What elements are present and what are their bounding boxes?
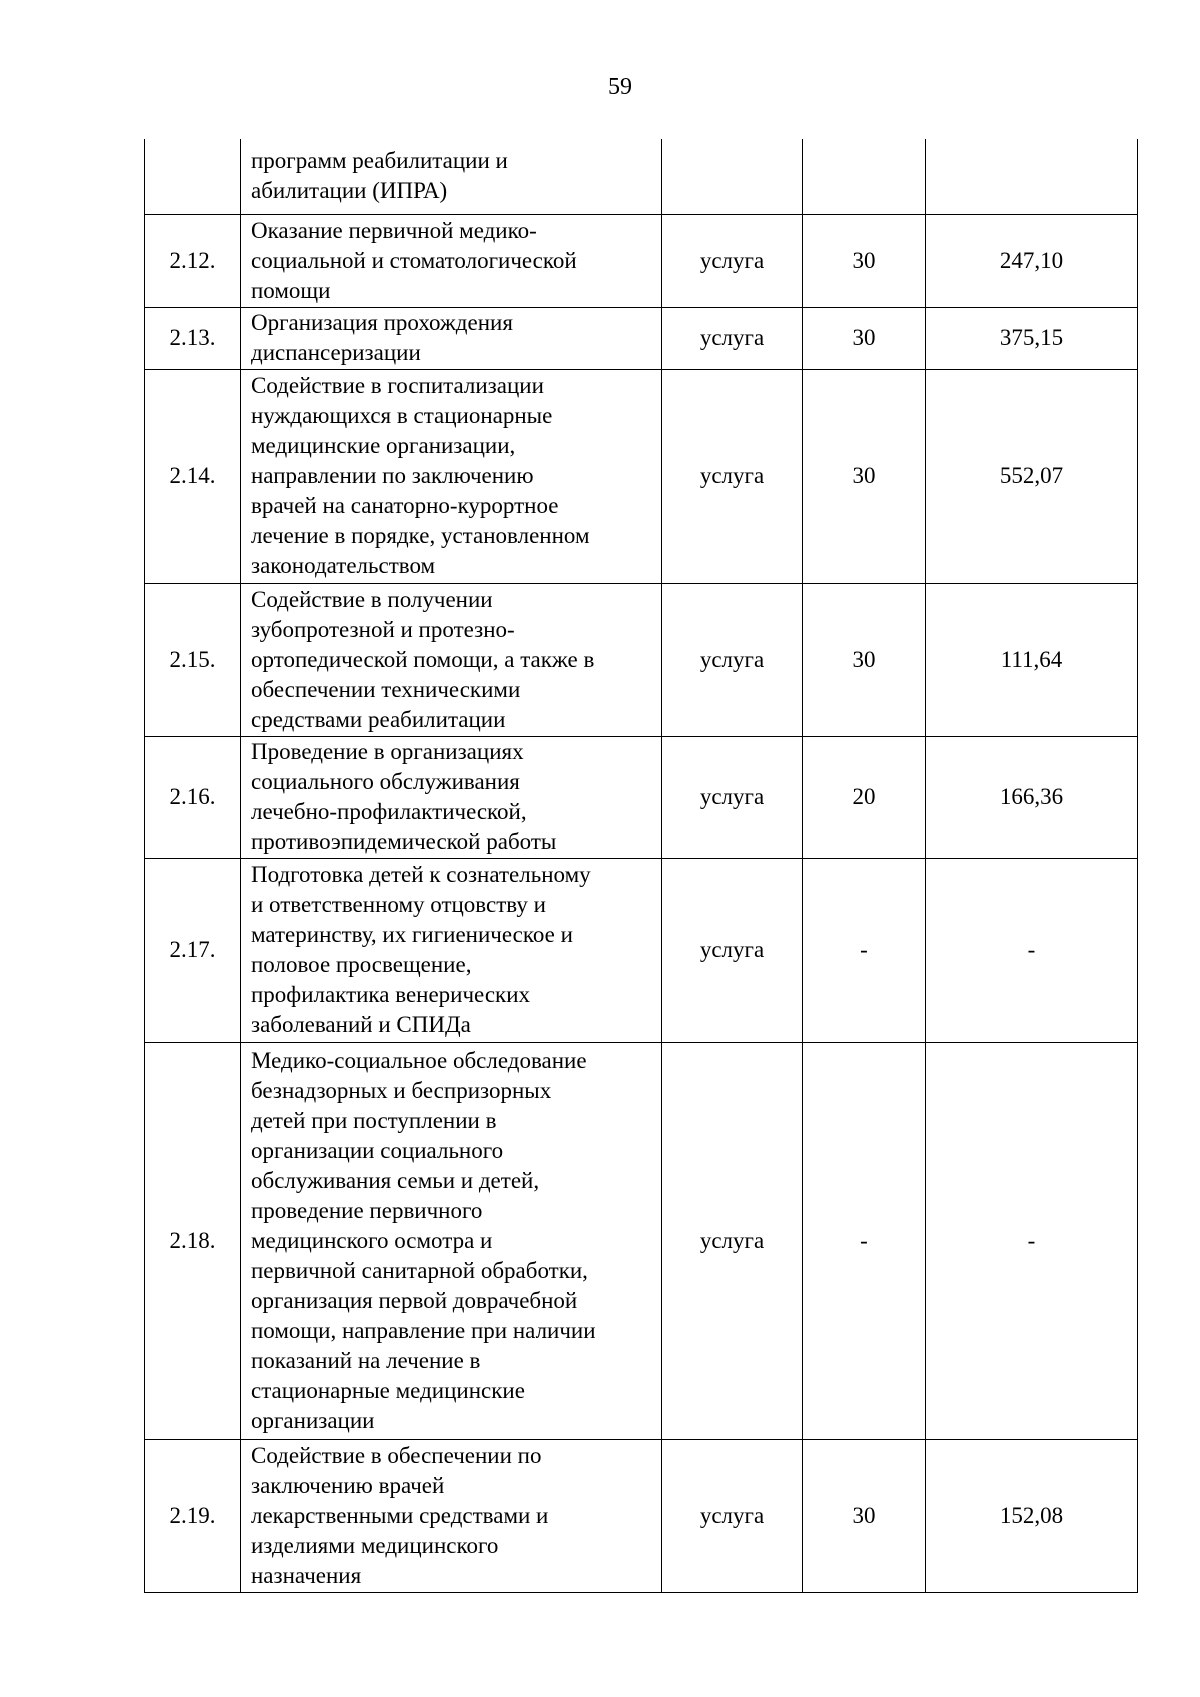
table-row <box>145 583 1138 736</box>
tariff-value: 166,36 <box>926 736 1138 858</box>
table-row <box>145 1439 1138 1592</box>
row-number: 2.12. <box>145 214 241 307</box>
table-row <box>145 214 1138 307</box>
service-name-cell <box>241 307 662 369</box>
service-name-cell <box>241 858 662 1042</box>
service-name: Медико-социальное обследование безнадзорных и беспризорных детей при поступлении в организации социального обслуживания семьи и детей, проведение первичного медицинского осмотра и первичной санитарной обработки, организация первой доврачебной помощи, направление при наличии показаний на лечение в стационарные медицинские организации <box>251 1047 596 1433</box>
norm-value: 30 <box>803 583 926 736</box>
unit-of-measure: услуга <box>662 369 803 583</box>
table-row <box>145 1042 1138 1439</box>
service-name: Содействие в госпитализации нуждающихся в стационарные медицинские организации, направлении по заключению врачей на санаторно-курортное лечение в порядке, установленном законодательством <box>251 373 590 578</box>
services-table <box>144 139 1138 1593</box>
row-number: 2.19. <box>145 1439 241 1592</box>
service-name-cell <box>241 369 662 583</box>
row-number: 2.14. <box>145 369 241 583</box>
table-row <box>145 736 1138 858</box>
tariff-value <box>926 139 1138 214</box>
row-number: 2.13. <box>145 307 241 369</box>
table-row <box>145 858 1138 1042</box>
norm-value <box>803 139 926 214</box>
tariff-value: 375,15 <box>926 307 1138 369</box>
service-name-cell <box>241 214 662 307</box>
norm-value: 30 <box>803 307 926 369</box>
table-row <box>145 307 1138 369</box>
service-name: Содействие в получении зубопротезной и протезно- ортопедической помощи, а также в обеспечении техническими средствами реабилитации <box>251 586 595 732</box>
tariff-value: 552,07 <box>926 369 1138 583</box>
unit-of-measure: услуга <box>662 583 803 736</box>
service-name: Проведение в организациях социального обслуживания лечебно-профилактической, противоэпидемической работы <box>251 739 557 854</box>
unit-of-measure: услуга <box>662 307 803 369</box>
service-name-cell <box>241 736 662 858</box>
norm-value: 20 <box>803 736 926 858</box>
row-number: 2.17. <box>145 858 241 1042</box>
tariff-value: - <box>926 858 1138 1042</box>
row-number <box>145 139 241 214</box>
tariff-value: 152,08 <box>926 1439 1138 1592</box>
row-number: 2.18. <box>145 1042 241 1439</box>
tariff-value: 247,10 <box>926 214 1138 307</box>
unit-of-measure: услуга <box>662 858 803 1042</box>
service-name: Подготовка детей к сознательному и ответственному отцовству и материнству, их гигиеническое и половое просвещение, профилактика венерических заболеваний и СПИДа <box>251 862 591 1037</box>
norm-value: - <box>803 1042 926 1439</box>
service-name-cell <box>241 583 662 736</box>
tariff-value: 111,64 <box>926 583 1138 736</box>
service-name: программ реабилитации и абилитации (ИПРА) <box>251 148 508 204</box>
service-name: Оказание первичной медико- социальной и стоматологической помощи <box>251 217 577 303</box>
page-number: 59 <box>608 74 632 100</box>
service-name-cell <box>241 1042 662 1439</box>
tariff-value: - <box>926 1042 1138 1439</box>
service-name: Содействие в обеспечении по заключению врачей лекарственными средствами и изделиями медицинского назначения <box>251 1442 549 1588</box>
norm-value: - <box>803 858 926 1042</box>
table-row <box>145 139 1138 214</box>
table-row <box>145 369 1138 583</box>
norm-value: 30 <box>803 214 926 307</box>
service-name-cell <box>241 139 662 214</box>
row-number: 2.16. <box>145 736 241 858</box>
service-name-cell <box>241 1439 662 1592</box>
unit-of-measure <box>662 139 803 214</box>
unit-of-measure: услуга <box>662 1439 803 1592</box>
unit-of-measure: услуга <box>662 736 803 858</box>
norm-value: 30 <box>803 1439 926 1592</box>
row-number: 2.15. <box>145 583 241 736</box>
unit-of-measure: услуга <box>662 1042 803 1439</box>
unit-of-measure: услуга <box>662 214 803 307</box>
service-name: Организация прохождения диспансеризации <box>251 310 513 365</box>
norm-value: 30 <box>803 369 926 583</box>
